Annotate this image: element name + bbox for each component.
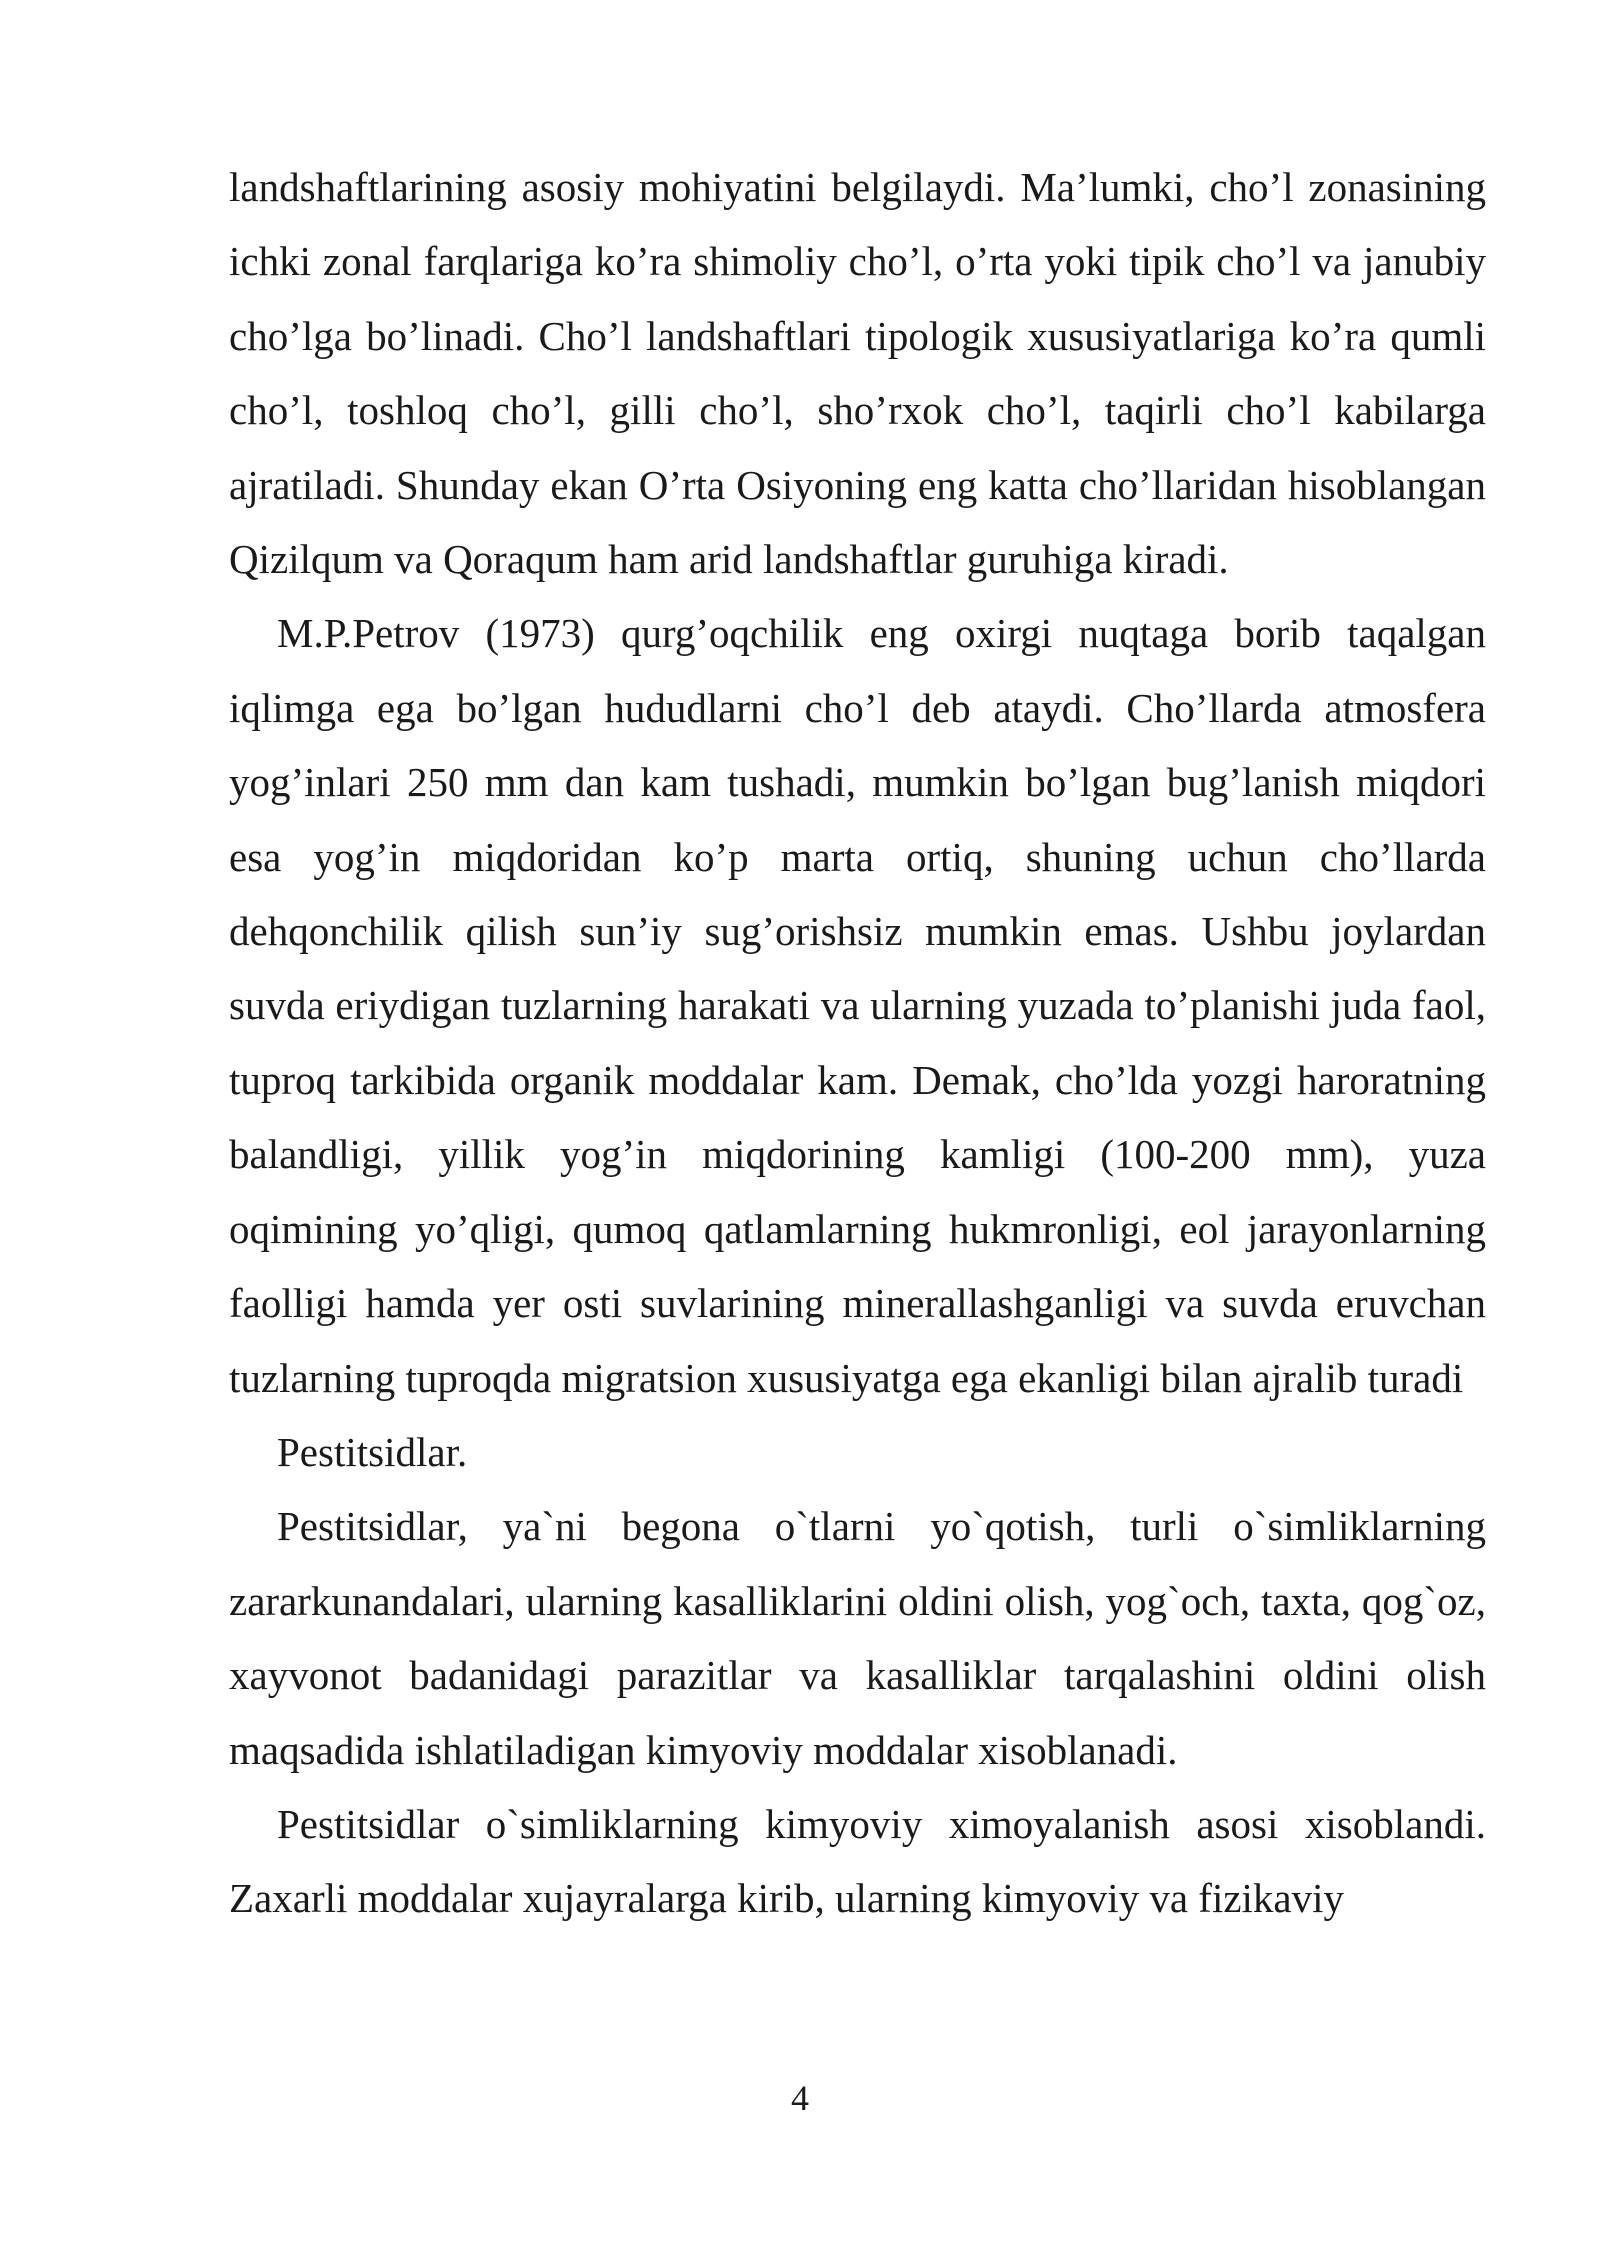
section-heading-pesticides: Pestitsidlar. <box>277 1428 468 1475</box>
paragraph-pesticides-protection: Pestitsidlar o`simliklarning kimyoviy ximoyalanish asosi xisoblandi. Zaxarli moddalar xujayralarga kirib, ularning kimyoviy va fizikaviy <box>229 1800 1486 1922</box>
paragraph-pesticides-definition: Pestitsidlar, ya`ni begona o`tlarni yo`qotish, turli o`simliklarning zararkunandalari, ularning kasalliklarini oldini olish, yog`och, taxta, qog`oz, xayvonot badanidagi parazitlar va kasalliklar tarqalashini oldini olish maqsadida ishlatiladigan kimyoviy moddalar xisoblanadi. <box>229 1503 1486 1773</box>
paragraph-petrov-desert: M.P.Petrov (1973) qurg’oqchilik eng oxirgi nuqtaga borib taqalgan iqlimga ega bo’lgan hududlarni cho’l deb ataydi. Cho’llarda atmosfera yog’inlari 250 mm dan kam tushadi, mumkin bo’lgan bug’lanish miqdori esa yog’in miqdoridan ko’p marta ortiq, shuning uchun cho’llarda dehqonchilik qilish sun’iy sug’orishsiz mumkin emas. Ushbu joylardan suvda eriydigan tuzlarning harakati va ularning yuzada to’planishi juda faol, tuproq tarkibida organik moddalar kam. Demak, cho’lda yozgi haroratning balandligi, yillik yog’in miqdorining kamligi (100-200 mm), yuza oqimining yo’qligi, qumoq qatlamlarning hukmronligi, eol jarayonlarning faolligi hamda yer osti suvlarining minerallashganligi va suvda eruvchan tuzlarning tuproqda migratsion xususiyatga ega ekanligi bilan ajralib turadi <box>229 610 1486 1401</box>
document-page <box>229 150 1486 1936</box>
paragraph-landscapes: landshaftlarining asosiy mohiyatini belgilaydi. Ma’lumki, cho’l zonasining ichki zonal farqlariga ko’ra shimoliy cho’l, o’rta yoki tipik cho’l va janubiy cho’lga bo’linadi. Cho’l landshaftlari tipologik xususiyatlariga ko’ra qumli cho’l, toshloq cho’l, gilli cho’l, sho’rxok cho’l, taqirli cho’l kabilarga ajratiladi. Shunday ekan O’rta Osiyoning eng katta cho’llaridan hisoblangan Qizilqum va Qoraqum ham arid landshaftlar guruhiga kiradi. <box>229 164 1486 583</box>
page-number: 4 <box>791 2078 809 2118</box>
